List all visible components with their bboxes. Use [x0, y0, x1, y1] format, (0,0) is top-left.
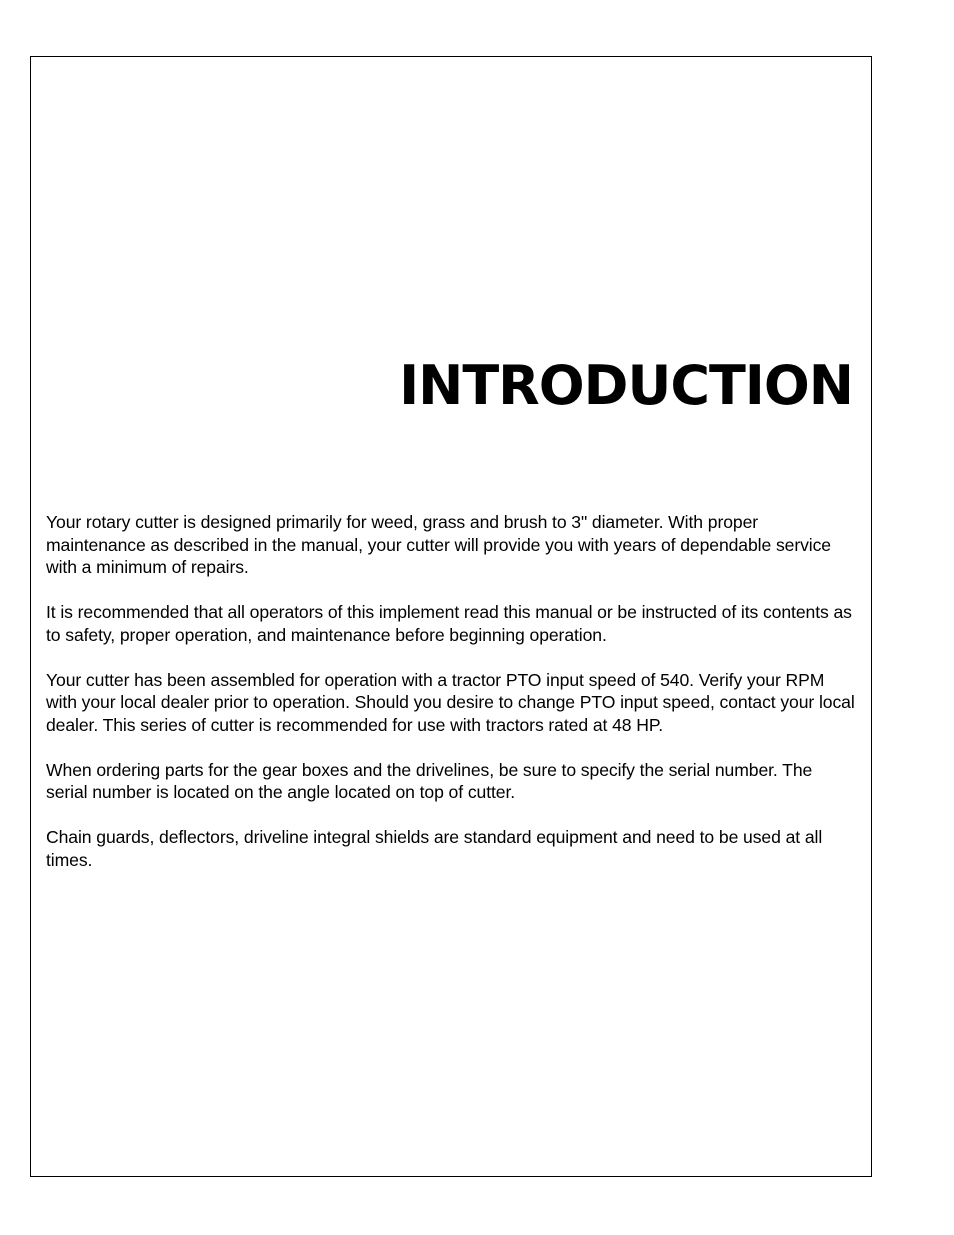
- paragraph-ordering-parts: When ordering parts for the gear boxes and the drivelines, be sure to specify the serial number. The serial number is located on the angle located on top of cutter.: [46, 759, 813, 802]
- body-text: [46, 511, 858, 894]
- paragraph-intended-use: Your rotary cutter is designed primarily for weed, grass and brush to 3" diameter. With proper maintenance as described in the manual, your cutter will provide you with years of dependable service with a minimum of repairs.: [46, 512, 831, 577]
- paragraph-safety-equipment: Chain guards, deflectors, driveline integral shields are standard equipment and need to be used at all times.: [46, 827, 823, 870]
- paragraph-operator-instructions: It is recommended that all operators of this implement read this manual or be instructed of its contents as to safety, proper operation, and maintenance before beginning operation.: [46, 602, 852, 645]
- paragraph-pto-speed: Your cutter has been assembled for operation with a tractor PTO input speed of 540. Verify your RPM with your local dealer prior to operation. Should you desire to change PTO input speed, contact your local dealer. This series of cutter is recommended for use with tractors rated at 48 HP.: [46, 669, 855, 735]
- page-frame: [30, 56, 872, 1177]
- page-title: INTRODUCTION: [399, 354, 853, 417]
